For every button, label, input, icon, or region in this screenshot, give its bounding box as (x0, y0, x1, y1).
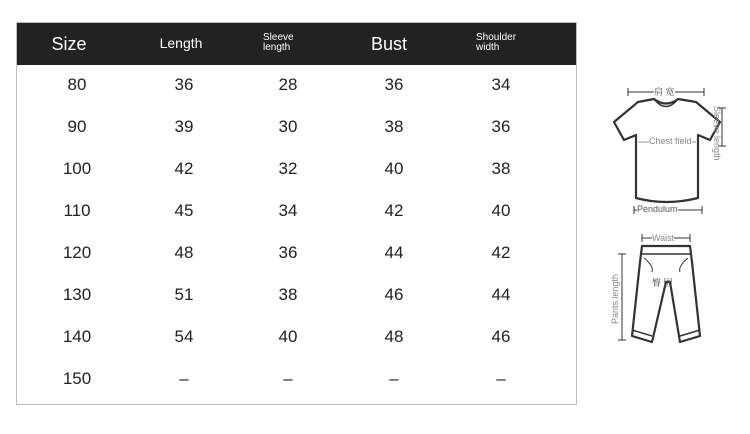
table-cell: 46 (384, 285, 404, 304)
table-cell: 38 (384, 117, 404, 136)
table-cell: 45 (174, 201, 194, 220)
table-cell: – (179, 369, 189, 388)
table-cell: 90 (67, 117, 87, 136)
table-row (17, 191, 576, 233)
table-cell: 40 (491, 201, 511, 220)
table-cell: 39 (174, 117, 194, 136)
table-cell: 150 (62, 369, 92, 388)
header-sleeve-length (263, 33, 294, 53)
table-cell: 36 (278, 243, 298, 262)
table-row (17, 107, 576, 149)
table-cell: 44 (491, 285, 511, 304)
table-cell: 110 (63, 201, 91, 220)
chest-label: Chest field (649, 136, 692, 146)
header-size: Size (51, 34, 87, 54)
table-cell: – (496, 369, 506, 388)
table-cell: 42 (491, 243, 511, 262)
table-row (17, 275, 576, 317)
header-shoulder-line1: Shoulder (476, 32, 517, 43)
table-cell: 120 (62, 243, 92, 262)
header-shoulder-width (476, 33, 516, 53)
table-cell: 44 (384, 243, 404, 262)
table-cell: 80 (67, 75, 87, 94)
pants-diagram (608, 232, 718, 357)
pants-drawing-icon (608, 232, 718, 357)
table-cell: 48 (384, 327, 404, 346)
table-cell: 36 (491, 117, 511, 136)
table-cell: 48 (174, 243, 194, 262)
hip-label: 臀 围 (652, 278, 673, 288)
header-sleeve-line2: length (263, 42, 291, 53)
header-shoulder-line2: width (476, 42, 500, 53)
header-bust: Bust (370, 34, 408, 54)
table-cell: 38 (278, 285, 298, 304)
table-cell: 30 (278, 117, 298, 136)
table-row (17, 359, 576, 401)
table-cell: – (389, 369, 399, 388)
table-cell: 42 (174, 159, 194, 178)
table-row (17, 149, 576, 191)
table-cell: 40 (278, 327, 298, 346)
shirt-diagram (610, 80, 745, 220)
table-cell: 130 (62, 285, 92, 304)
shirt-drawing-icon (610, 80, 745, 220)
pants-length-label: Pants length (610, 273, 620, 324)
table-cell: 140 (62, 327, 92, 346)
table-row (17, 317, 576, 359)
table-cell: 34 (278, 201, 298, 220)
table-cell: 36 (384, 75, 404, 94)
table-cell: 32 (278, 159, 298, 178)
header-sleeve-line1: Sleeve (263, 32, 294, 43)
table-row (17, 65, 576, 107)
table-cell: 34 (491, 75, 511, 94)
table-cell: 42 (384, 201, 404, 220)
sleeve-label: Sleeve length (712, 106, 722, 161)
shoulder-label: 肩 宽 (654, 87, 675, 97)
table-row (17, 233, 576, 275)
table-cell: 54 (174, 327, 194, 346)
pendulum-label: Pendulum (637, 204, 678, 214)
header-length: Length (159, 35, 203, 51)
table-cell: 38 (491, 159, 511, 178)
table-cell: 28 (278, 75, 298, 94)
waist-label: Waist (652, 233, 675, 243)
table-cell: 51 (174, 285, 194, 304)
table-cell: – (283, 369, 293, 388)
size-chart-table (16, 22, 577, 405)
table-cell: 40 (384, 159, 404, 178)
table-header (17, 23, 576, 65)
table-cell: 36 (174, 75, 194, 94)
table-cell: 100 (62, 159, 92, 178)
table-cell: 46 (491, 327, 511, 346)
